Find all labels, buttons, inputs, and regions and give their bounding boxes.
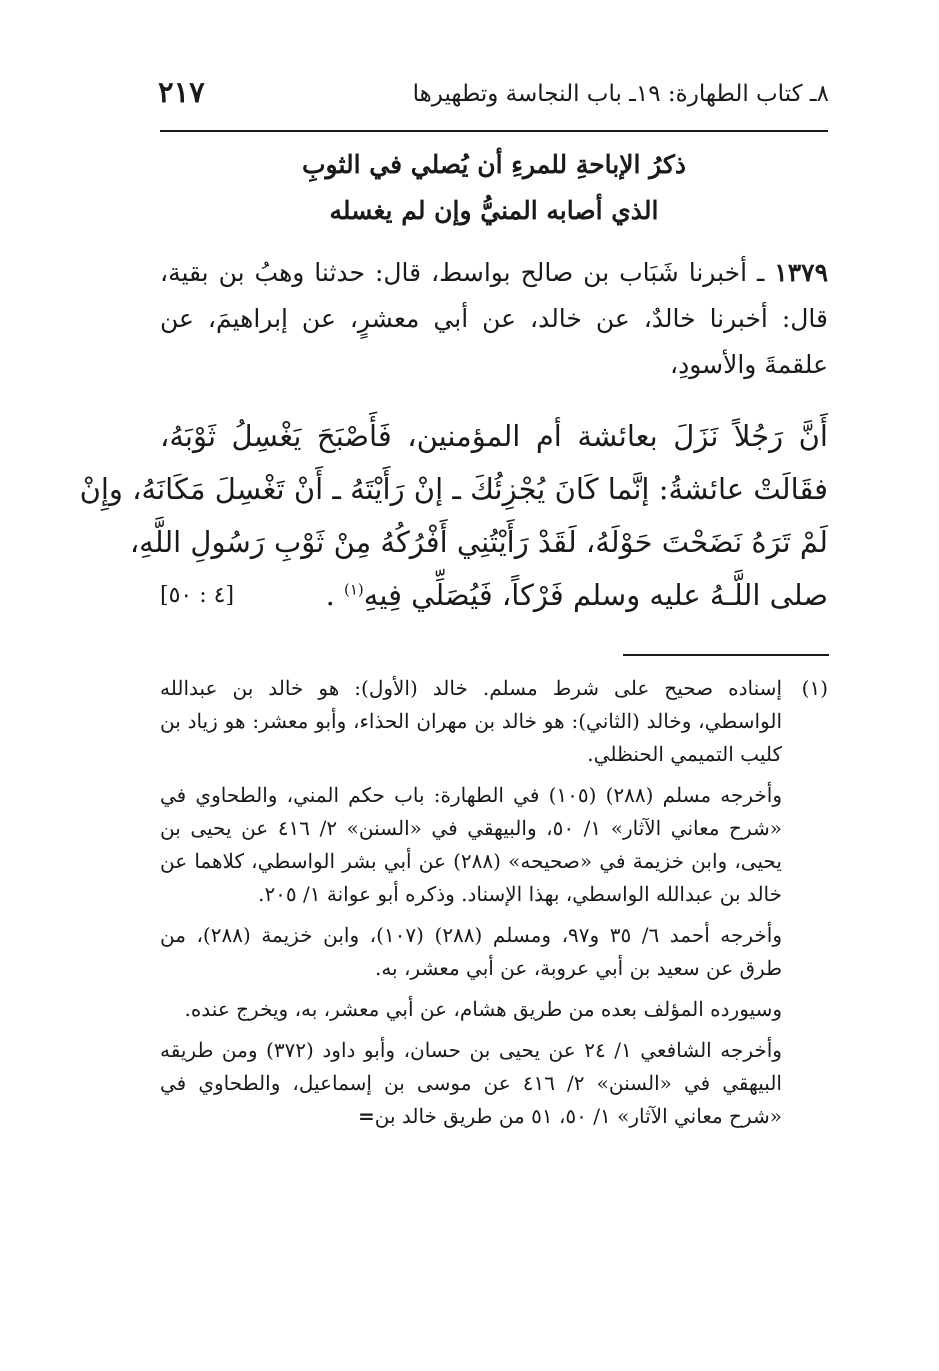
footnote-reference: (١) — [344, 580, 364, 599]
matn-line-4 — [160, 569, 828, 622]
hadith-isnad — [160, 250, 828, 388]
header-divider — [160, 130, 828, 132]
source-reference: [٤ : ٥٠] — [160, 583, 235, 608]
footnote-1 — [160, 672, 828, 771]
footnote-paragraph-5: وأخرجه الشافعي ١/ ٢٤ عن يحيى بن حسان، وأبو داود (٣٧٢) ومن طريقه البيهقي في «السنن» ٢/ ٤١٦ عن موسى بن إسماعيل، والطحاوي في «شرح معاني الآثار» ١/ ٥٠، ٥١ من طريق خالد بن — [160, 1038, 782, 1128]
isnad-text: ـ أخبرنا شَبَاب بن صالح بواسط، قال: حدثنا وهبُ بن بقية، قال: أخبرنا خالدٌ، عن خالد، عن أبي معشرٍ، عن إبراهيمَ، عن علقمةَ والأسودِ، — [160, 258, 828, 379]
footnotes — [160, 672, 828, 1141]
footnote-paragraph-5-wrap — [160, 1034, 782, 1133]
hadith-number: ١٣٧٩ — [774, 258, 828, 287]
footnote-paragraph-3: وأخرجه أحمد ٦/ ٣٥ و٩٧، ومسلم (٢٨٨) (١٠٧)، وابن خزيمة (٢٨٨)، من طرق عن سعيد بن أبي عروبة، عن أبي معشر، به. — [160, 923, 782, 980]
matn-line-2: فقَالَتْ عائشةُ: إنَّما كَانَ يُجْزِئُكَ ـ إنْ رَأَيْتَهُ ـ أَنْ تَغْسِلَ مَكَانَهُ، وإِنْ — [79, 472, 828, 506]
footnote-marker: (١) — [801, 676, 828, 700]
chapter-heading-line-2: الذي أصابه المنيُّ وإن لم يغسله — [329, 196, 659, 225]
footnote-paragraph-1: إسناده صحيح على شرط مسلم. خالد (الأول): هو خالد بن عبدالله الواسطي، وخالد (الثاني): هو خالد بن مهران الحذاء، وأبو معشر: هو زياد بن كليب التميمي الحنظلي. — [160, 676, 782, 766]
footnote-divider — [623, 654, 829, 656]
footnote-paragraph-2: وأخرجه مسلم (٢٨٨) (١٠٥) في الطهارة: باب حكم المني، والطحاوي في «شرح معاني الآثار» ١/ ٥٠، والبيهقي في «السنن» ٢/ ٤١٦ عن يحيى بن يحيى، وابن خزيمة في «صحيحه» (٢٨٨) عن أبي بشر الواسطي، كلاهما عن خالد بن عبدالله الواسطي، بهذا الإسناد. وذكره أبو عوانة ١/ ٢٠٥. — [160, 783, 783, 906]
matn-last-text: صلى اللَّـهُ عليه وسلم فَرْكاً، فَيُصَلِّي فِيهِ$^{(١)}$ . — [325, 578, 828, 612]
footnote-paragraph-4: وسيورده المؤلف بعده من طريق هشام، عن أبي معشر، به، ويخرج عنده. — [184, 997, 782, 1021]
footnote-continuation — [160, 779, 828, 1133]
matn-line-3: لَمْ تَرَهُ نَضَحْتَ حَوْلَهُ، لَقَدْ رَأَيْتُنِي أَفْرُكُهُ مِنْ ثَوْبِ رَسُولِ اللَّهِ، — [129, 525, 828, 559]
matn-last-words: صلى اللَّـهُ عليه وسلم فَرْكاً، فَيُصَلِّي فِيهِ — [363, 578, 828, 612]
page-number: ٢١٧ — [158, 75, 205, 109]
chapter-heading — [160, 142, 828, 234]
hadith-matn — [79, 410, 828, 622]
chapter-heading-line-1: ذكرُ الإباحةِ للمرءِ أن يُصلي في الثوبِ — [302, 150, 686, 179]
matn-line-1: أَنَّ رَجُلاً نَزَلَ بعائشة أم المؤمنين، فَأَصْبَحَ يَغْسِلُ ثَوْبَهُ، — [160, 419, 828, 453]
running-header-title: ٨ـ كتاب الطهارة: ١٩ـ باب النجاسة وتطهيرها — [412, 81, 829, 107]
continuation-mark: = — [357, 1104, 375, 1128]
